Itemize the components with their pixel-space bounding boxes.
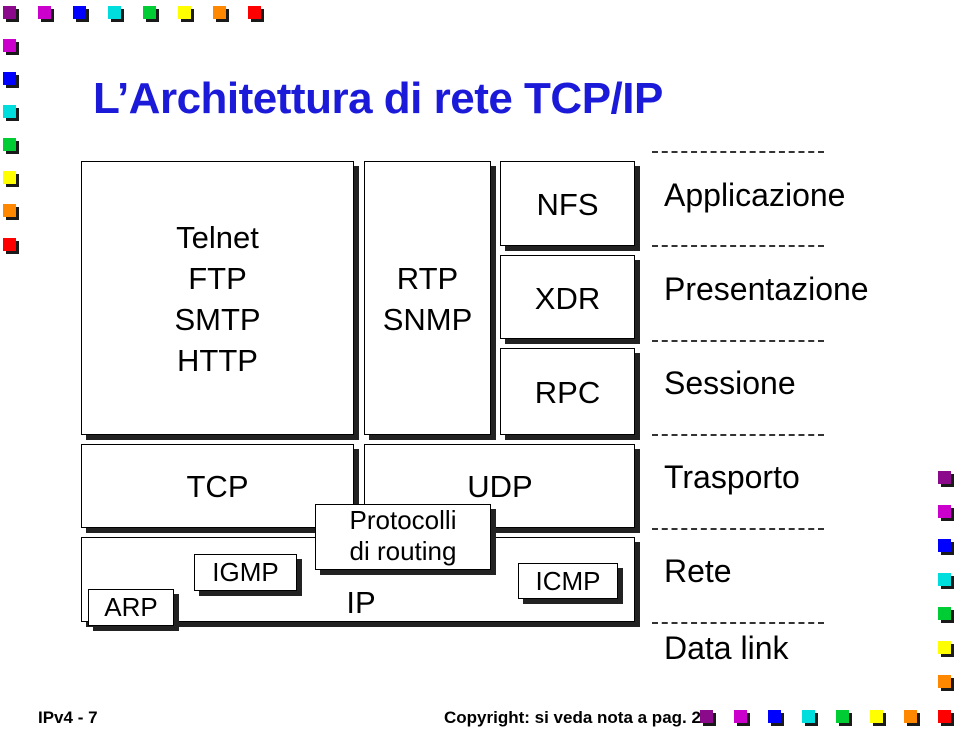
footer-slide-number: IPv4 - 7 — [38, 708, 98, 727]
decor-square — [938, 471, 951, 484]
layer-applicazione: Applicazione — [664, 177, 846, 213]
decor-square — [870, 710, 883, 723]
app-telnet: Telnet — [176, 220, 259, 255]
xdr-label: XDR — [534, 281, 601, 316]
app-http: HTTP — [177, 343, 258, 378]
decor-square — [3, 204, 16, 217]
igmp-label: IGMP — [212, 557, 279, 587]
decor-square — [143, 6, 156, 19]
udp-label: UDP — [467, 469, 533, 504]
decor-square — [734, 710, 747, 723]
apps-text-mid — [364, 258, 491, 340]
decor-square — [904, 710, 917, 723]
decor-square — [938, 539, 951, 552]
decor-square — [938, 675, 951, 688]
tcp-label: TCP — [186, 469, 249, 504]
layer-separator — [652, 245, 824, 247]
decor-square — [938, 607, 951, 620]
decor-square — [938, 573, 951, 586]
decor-square — [178, 6, 191, 19]
footer-copyright: Copyright: si veda nota a pag. 2 — [444, 708, 701, 727]
page-title: L’Architettura di rete TCP/IP — [93, 74, 663, 123]
decor-square — [3, 138, 16, 151]
icmp-label: ICMP — [535, 566, 601, 596]
layer-datalink: Data link — [664, 630, 789, 666]
routing-line-1: Protocolli — [349, 505, 457, 535]
decor-square — [938, 710, 951, 723]
layer-rete: Rete — [664, 553, 732, 589]
decor-square — [836, 710, 849, 723]
decor-square — [768, 710, 781, 723]
decor-square — [802, 710, 815, 723]
decor-square — [108, 6, 121, 19]
decor-square — [700, 710, 713, 723]
decor-square — [3, 39, 16, 52]
layer-separator — [652, 434, 824, 436]
layer-separator — [652, 528, 824, 530]
app-ftp: FTP — [188, 261, 247, 296]
arp-label: ARP — [104, 592, 158, 622]
rpc-label: RPC — [534, 375, 601, 410]
decor-square — [3, 72, 16, 85]
app-rtp: RTP — [396, 261, 459, 296]
app-snmp: SNMP — [382, 302, 473, 337]
decor-square — [73, 6, 86, 19]
decor-square — [938, 641, 951, 654]
decor-square — [3, 171, 16, 184]
decor-square — [213, 6, 226, 19]
app-smtp: SMTP — [174, 302, 261, 337]
layer-trasporto: Trasporto — [664, 459, 800, 495]
nfs-label: NFS — [536, 187, 599, 222]
decor-square — [38, 6, 51, 19]
layer-sessione: Sessione — [664, 365, 796, 401]
layer-separator — [652, 151, 824, 153]
layer-separator — [652, 340, 824, 342]
layer-presentazione: Presentazione — [664, 271, 869, 307]
decor-square — [3, 238, 16, 251]
routing-line-2: di routing — [349, 536, 457, 566]
decor-square — [938, 505, 951, 518]
decor-square — [3, 105, 16, 118]
decor-square — [3, 6, 16, 19]
layer-separator — [652, 622, 824, 624]
decor-square — [248, 6, 261, 19]
ip-label: IP — [346, 585, 376, 620]
routing-text — [315, 505, 491, 567]
apps-text-left — [81, 217, 354, 381]
